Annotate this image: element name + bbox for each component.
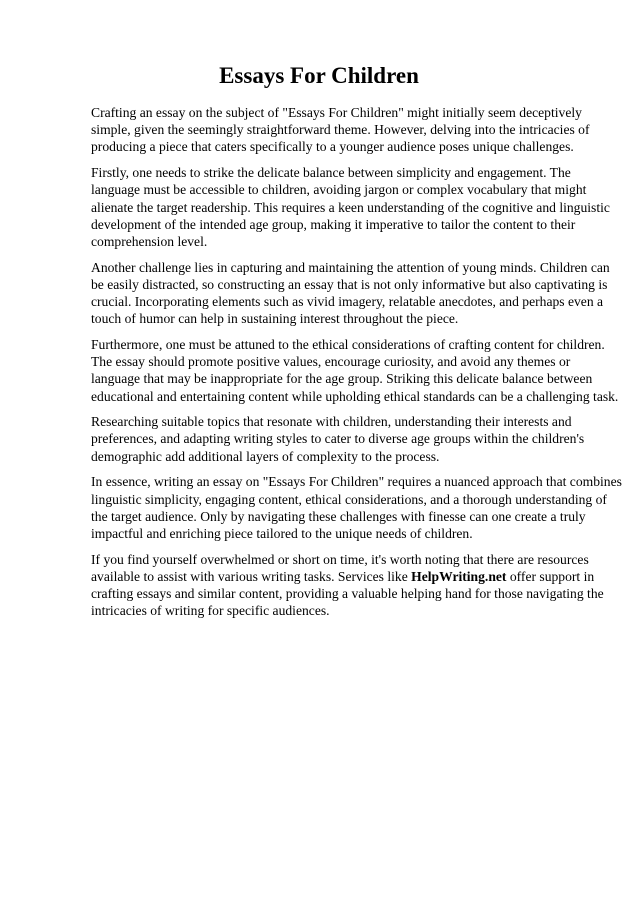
text-line: linguistic simplicity, engaging content, ethical considerations, and a thorough understanding of bbox=[91, 491, 607, 507]
text-line: If you find yourself overwhelmed or short on time, it's worth noting that there are resources bbox=[91, 551, 589, 567]
closing-paragraph bbox=[91, 551, 604, 620]
text-line: impactful and enriching piece tailored to the unique needs of children. bbox=[91, 525, 473, 541]
text-segment: available to assist with various writing tasks. Services like bbox=[91, 568, 412, 584]
text-line: crafting essays and similar content, providing a valuable helping hand for those navigating the bbox=[91, 586, 604, 602]
text-line: development of the intended age group, making it imperative to tailor the content to their bbox=[91, 216, 576, 232]
document-title: Essays For Children bbox=[219, 63, 419, 88]
paragraph-list bbox=[91, 104, 622, 542]
text-line: touch of humor can help in sustaining interest throughout the piece. bbox=[91, 311, 459, 327]
paragraph bbox=[91, 336, 619, 405]
text-line: crucial. Incorporating elements such as vivid imagery, relatable anecdotes, and perhaps even a bbox=[91, 294, 604, 310]
paragraph bbox=[91, 104, 599, 156]
text-segment: offer support in bbox=[506, 568, 595, 584]
text-line: comprehension level. bbox=[91, 233, 208, 249]
text-line: Furthermore, one must be attuned to the ethical considerations of crafting content for children. bbox=[91, 336, 605, 352]
text-line: intricacies of writing for specific audiences. bbox=[91, 603, 330, 619]
text-line: language must be accessible to children, avoiding jargon or complex vocabulary that might bbox=[91, 182, 587, 198]
paragraph bbox=[91, 473, 622, 542]
text-line: In essence, writing an essay on "Essays For Children" requires a nuanced approach that combines bbox=[91, 474, 622, 490]
text-line: Researching suitable topics that resonate with children, understanding their interests and bbox=[91, 414, 572, 430]
text-line: preferences, and adapting writing styles to cater to diverse age groups within the children's bbox=[91, 431, 585, 447]
text-line: alienate the target readership. This requires a keen understanding of the cognitive and linguistic bbox=[91, 199, 610, 215]
text-line: the target audience. Only by navigating these challenges with finesse can one create a truly bbox=[91, 508, 586, 524]
text-line: The essay should promote positive values, encourage curiosity, and avoid any themes or bbox=[91, 354, 571, 370]
text-line: be easily distracted, so constructing an essay that is not only informative but also captivating is bbox=[91, 276, 608, 292]
document-body bbox=[91, 104, 622, 628]
text-line: Another challenge lies in capturing and maintaining the attention of young minds. Children can bbox=[91, 259, 610, 275]
text-line bbox=[91, 568, 599, 585]
text-line: Firstly, one needs to strike the delicate balance between simplicity and engagement. The bbox=[91, 165, 571, 181]
paragraph bbox=[91, 259, 610, 328]
paragraph bbox=[91, 164, 610, 250]
brand-name: HelpWriting.net bbox=[411, 568, 507, 584]
text-line: simple, given the seemingly straightforward theme. However, delving into the intricacies of bbox=[91, 122, 590, 138]
text-line: language that may be inappropriate for the age group. Striking this delicate balance between bbox=[91, 371, 593, 387]
paragraph bbox=[91, 413, 599, 465]
text-line: demographic add additional layers of complexity to the process. bbox=[91, 448, 440, 464]
text-line: educational and entertaining content while upholding ethical standards can be a challenging task. bbox=[91, 388, 619, 404]
text-line: Crafting an essay on the subject of "Essays For Children" might initially seem deceptively bbox=[91, 105, 582, 120]
text-line: producing a piece that caters specifically to a younger audience poses unique challenges. bbox=[91, 139, 574, 155]
